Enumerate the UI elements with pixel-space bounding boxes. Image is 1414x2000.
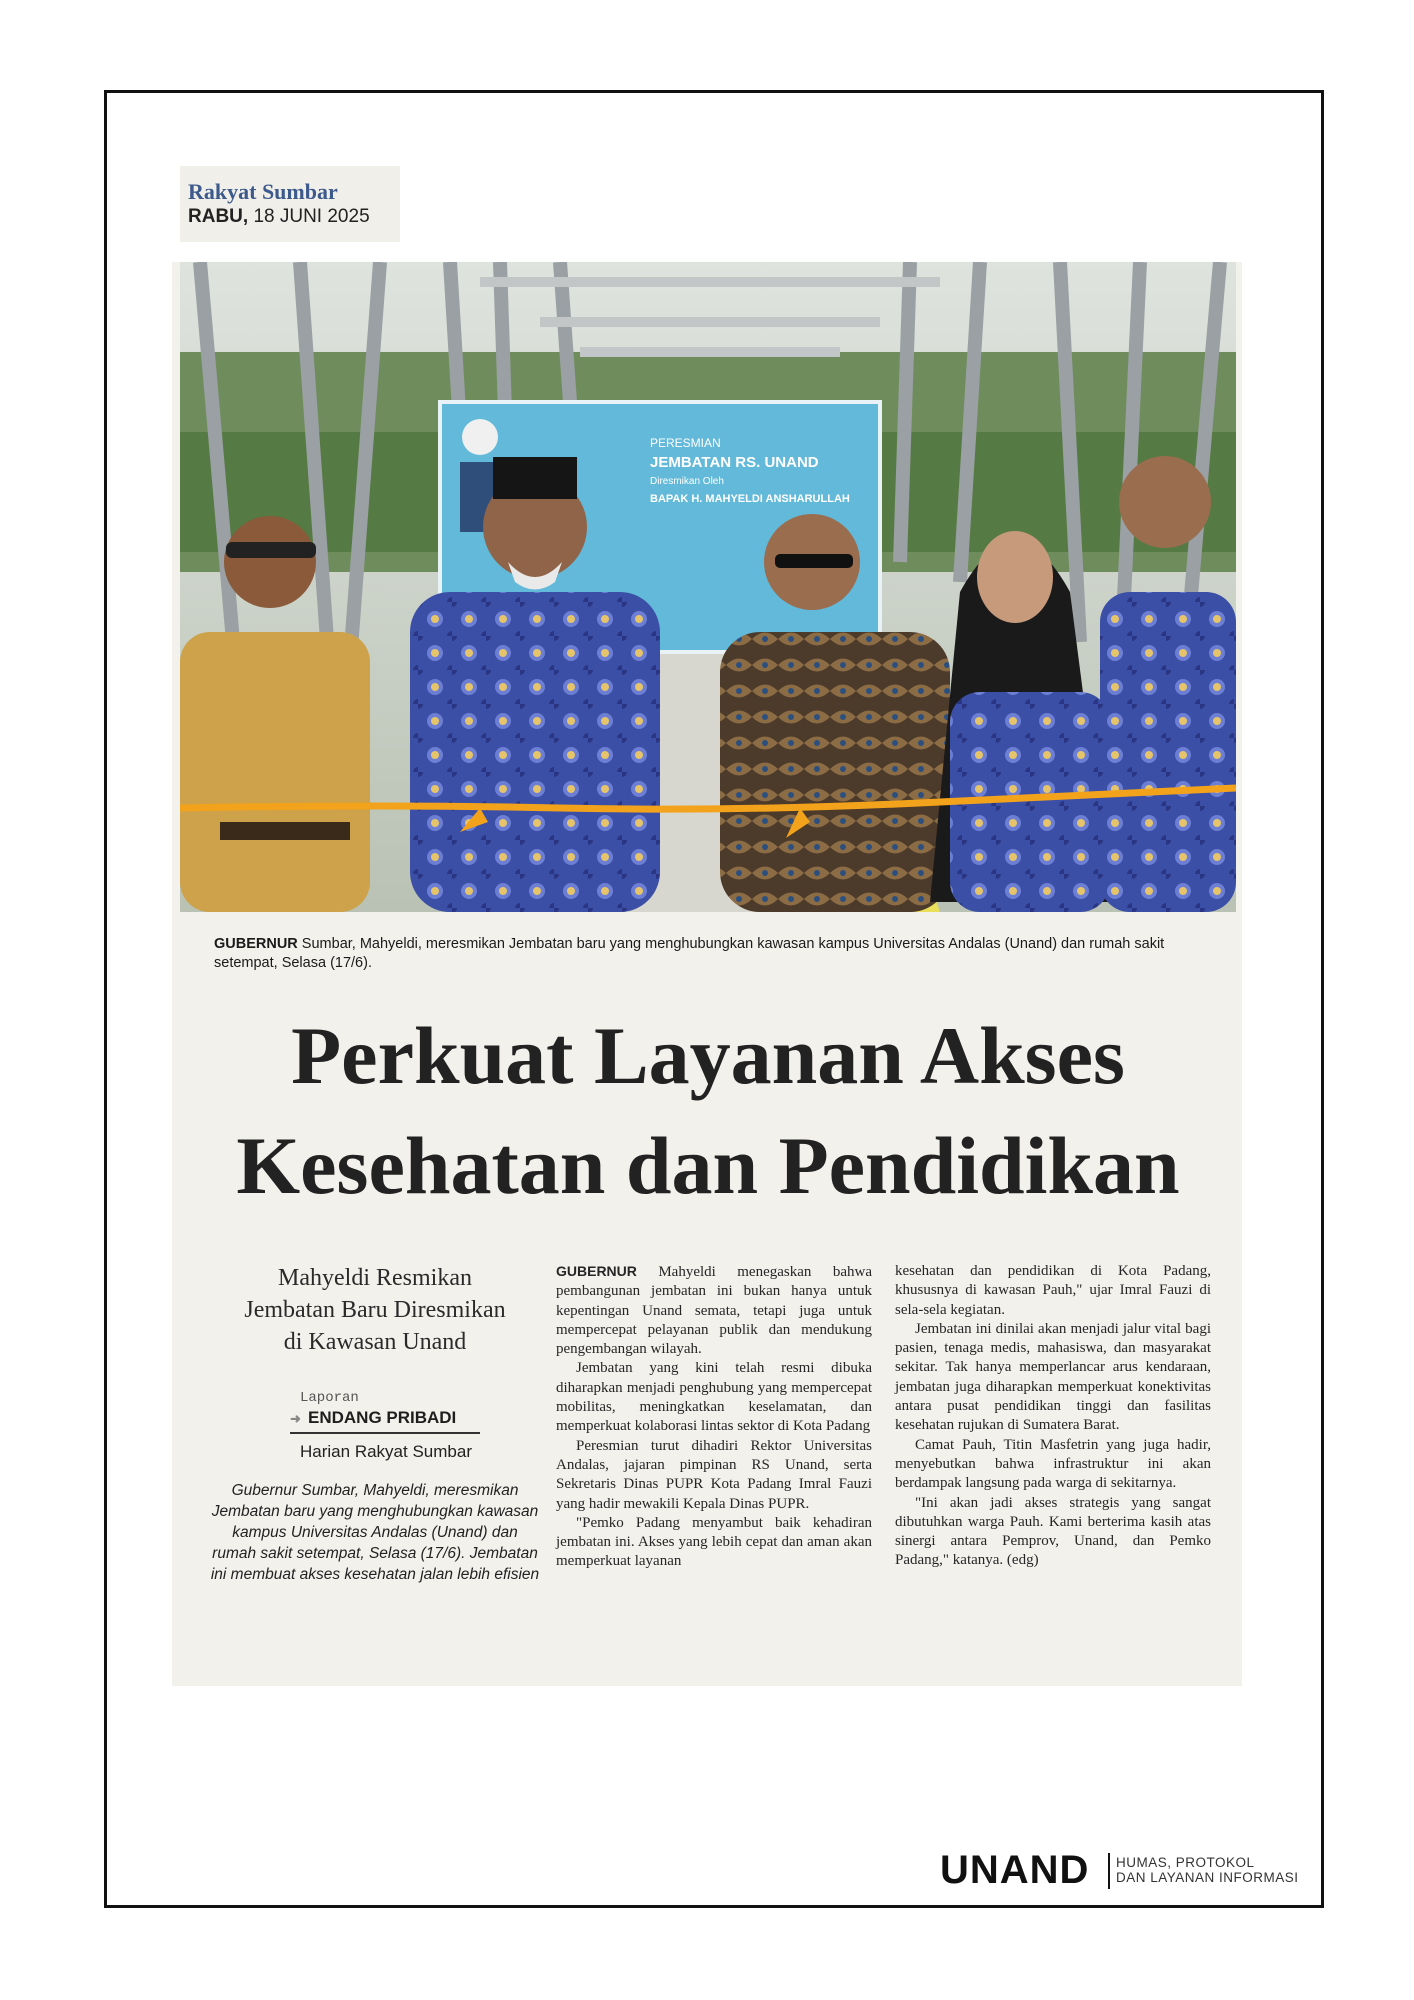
unand-logo: UNAND — [940, 1848, 1090, 1892]
banner-heading: PERESMIAN — [650, 436, 721, 450]
article-paragraph-text: Mahyeldi menegaskan bahwa pembangunan jembatan ini bukan hanya untuk kepentingan Unand semata, tetapi juga untuk mempercepat pelayanan publik dan mendukung pengembangan wilayah. — [556, 1264, 872, 1358]
issue-day: RABU, — [188, 206, 249, 227]
article-paragraph: kesehatan dan pendidikan di Kota Padang, khususnya di kawasan Pauh," ujar Imral Fauzi di sela-sela kegiatan. — [895, 1263, 1211, 1318]
issue-date-value: 18 JUNI 2025 — [253, 206, 370, 227]
author-byline — [290, 1408, 480, 1434]
subheadline-line-1: Mahyeldi Resmikan — [278, 1265, 472, 1291]
logo-divider — [1108, 1853, 1110, 1889]
subheadline-line-3: di Kawasan Unand — [283, 1329, 467, 1355]
report-label: Laporan — [300, 1390, 359, 1406]
subheadline — [210, 1262, 540, 1358]
headline-line-2: Kesehatan dan Pendidikan — [236, 1120, 1180, 1211]
headline-line-1: Perkuat Layanan Akses — [291, 1010, 1125, 1101]
caption-text: Sumbar, Mahyeldi, meresmikan Jembatan baru yang menghubungkan kawasan kampus Universitas Andalas (Unand) dan rumah sakit setempat, Selasa (17/6). — [214, 936, 1165, 971]
publication-credit: Harian Rakyat Sumbar — [300, 1442, 472, 1461]
issue-date — [188, 204, 392, 230]
article-paragraph: Peresmian turut dihadiri Rektor Universitas Andalas, jajaran pimpinan RS Unand, serta Sekretaris Dinas PUPR Kota Padang Imral Fauzi yang hadir mewakili Kepala Dinas PUPR. — [556, 1437, 872, 1512]
paper-name: Rakyat Sumbar — [188, 179, 338, 204]
author-name: ENDANG PRIBADI — [308, 1408, 457, 1427]
article-column-2 — [895, 1262, 1211, 1571]
arrow-icon: ➜ — [290, 1411, 301, 1426]
masthead — [180, 166, 400, 242]
department-line-2: DAN LAYANAN INFORMASI — [1116, 1870, 1299, 1885]
news-photo — [180, 262, 1236, 912]
bridge-inauguration-photo — [180, 262, 1236, 912]
subheadline-line-2: Jembatan Baru Diresmikan — [244, 1297, 506, 1323]
article-paragraph: "Pemko Padang menyambut baik kehadiran jembatan ini. Akses yang lebih cepat dan aman akan memperkuat layanan — [556, 1514, 872, 1570]
banner-by: Diresmikan Oleh — [650, 476, 724, 487]
department-line-1: HUMAS, PROTOKOL — [1116, 1855, 1255, 1870]
department-name — [1116, 1855, 1299, 1885]
lead-paragraph: Gubernur Sumbar, Mahyeldi, meresmikan Jembatan baru yang menghubungkan kawasan kampus Universitas Andalas (Unand) dan rumah sakit setempat, Selasa (17/6). Jembatan ini membuat akses kesehatan jalan lebih efisien — [210, 1482, 540, 1583]
banner-title: JEMBATAN RS. UNAND — [650, 454, 819, 471]
article-paragraph: Camat Pauh, Titin Masfetrin yang juga hadir, menyebutkan bahwa infrastruktur ini akan berdampak langsung pada warga di sekitarnya. — [895, 1436, 1211, 1492]
caption-lead: GUBERNUR — [214, 936, 298, 952]
article-paragraph — [556, 1262, 872, 1359]
article-paragraph: "Ini akan jadi akses strategis yang sangat dibutuhkan warga Pauh. Kami berterima kasih atas sinergi antara Pemprov, Unand, dan Pemko Padang," katanya. (edg) — [895, 1494, 1211, 1569]
banner-name: BAPAK H. MAHYELDI ANSHARULLAH — [650, 493, 850, 505]
article-paragraph: Jembatan yang kini telah resmi dibuka diharapkan menjadi penghubung yang mempercepat mobilitas, meningkatkan keselamatan, dan memperkuat kolaborasi lintas sektor di Kota Padang — [556, 1360, 872, 1435]
article-paragraph: Jembatan ini dinilai akan menjadi jalur vital bagi pasien, tenaga medis, mahasiswa, dan masyarakat sekitar. Tak hanya memperlancar arus kendaraan, jembatan juga diharapkan memperkuat konektivitas antara pusat pendidikan tinggi dan fasilitas kesehatan rujukan di Sumatera Barat. — [895, 1320, 1211, 1434]
article-lead-word: GUBERNUR — [556, 1263, 637, 1279]
photo-caption — [214, 935, 1214, 973]
article-column-1 — [556, 1262, 872, 1572]
